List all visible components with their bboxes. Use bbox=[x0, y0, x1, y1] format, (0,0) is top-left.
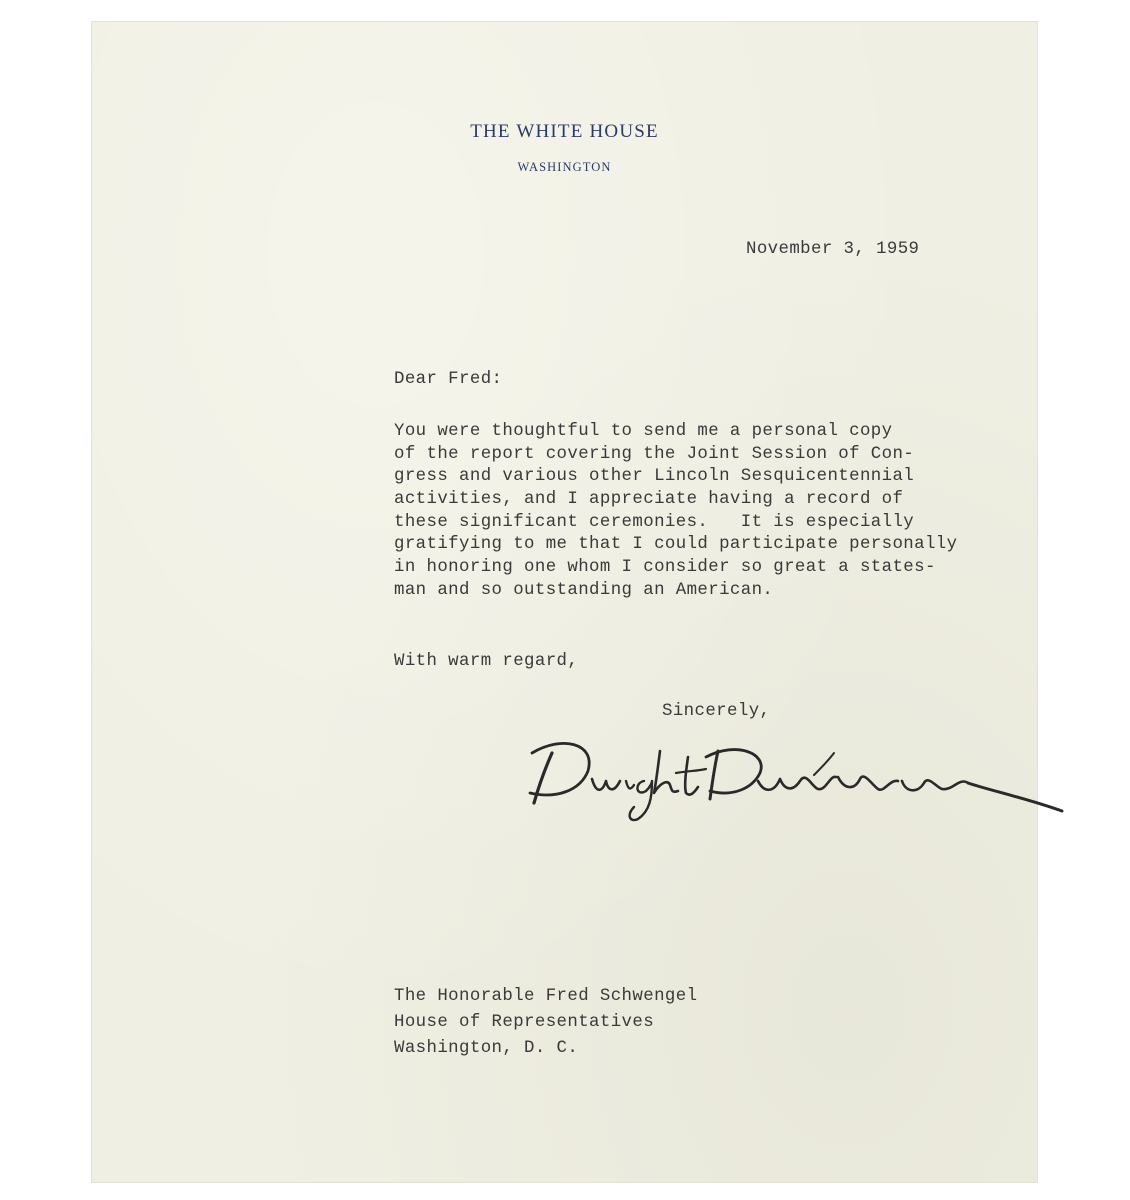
handwritten-signature bbox=[522, 727, 1082, 822]
body-line: activities, and I appreciate having a record of bbox=[394, 490, 904, 510]
recipient-line: House of Representatives bbox=[394, 1013, 655, 1032]
body-line: man and so outstanding an American. bbox=[394, 580, 774, 600]
letterhead-title: THE WHITE HOUSE bbox=[470, 121, 659, 142]
body-line: of the report covering the Joint Session of Con- bbox=[394, 444, 915, 464]
body-line: these significant ceremonies. It is especially bbox=[394, 512, 915, 532]
letter-date: November 3, 1959 bbox=[746, 240, 920, 259]
body-line: gratifying to me that I could participate personally bbox=[394, 535, 958, 555]
recipient-line: Washington, D. C. bbox=[394, 1039, 579, 1058]
letter-sheet bbox=[92, 22, 1037, 1182]
body-line: in honoring one whom I consider so great a states- bbox=[394, 558, 936, 578]
recipient-address bbox=[394, 988, 697, 1066]
closing-line: With warm regard, bbox=[394, 652, 579, 671]
signoff: Sincerely, bbox=[662, 702, 771, 721]
letter-body bbox=[394, 423, 1014, 605]
body-line: gress and various other Lincoln Sesquicentennial bbox=[394, 467, 915, 487]
body-line: You were thoughtful to send me a personal copy bbox=[394, 422, 893, 441]
recipient-line: The Honorable Fred Schwengel bbox=[394, 987, 698, 1006]
salutation: Dear Fred: bbox=[394, 370, 503, 389]
letterhead-subtitle: WASHINGTON bbox=[517, 160, 612, 174]
